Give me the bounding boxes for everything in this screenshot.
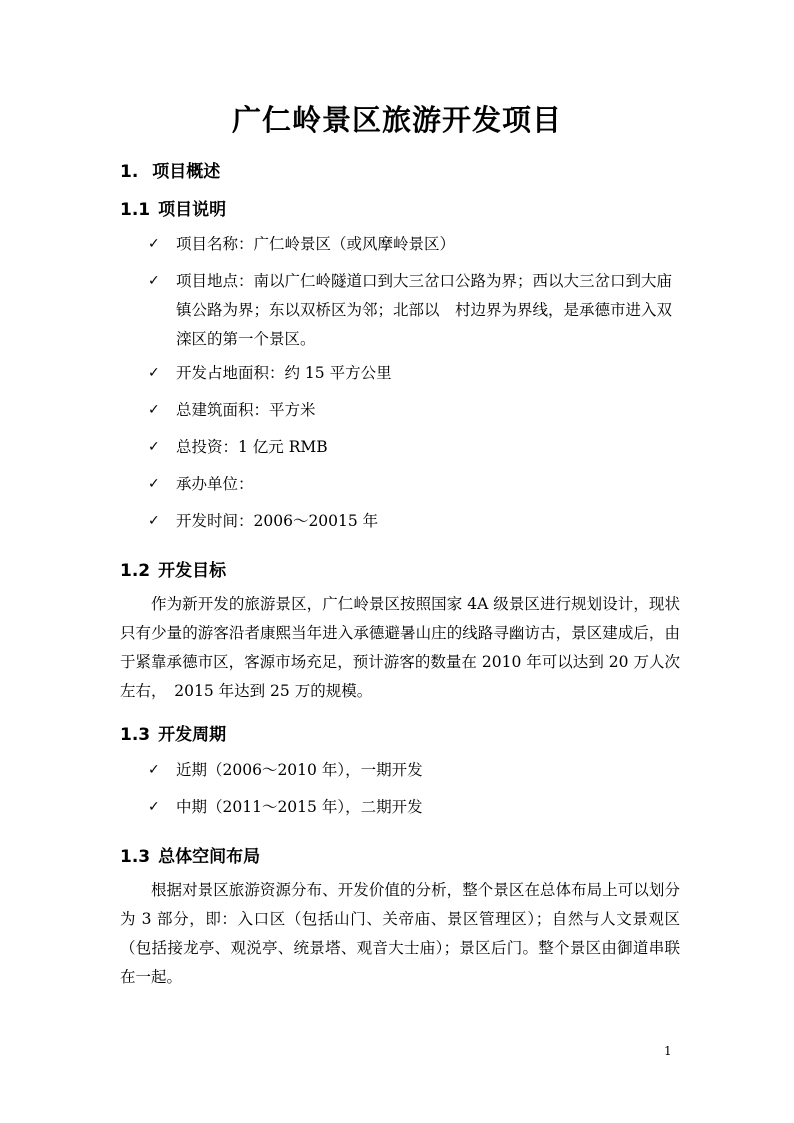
subsection-number: 1.3 bbox=[120, 847, 151, 867]
checkmark-icon: ✓ bbox=[148, 439, 160, 455]
subsection-title: 开发周期 bbox=[158, 725, 227, 745]
checkmark-icon: ✓ bbox=[148, 402, 160, 418]
subsection-heading-1-2 bbox=[120, 556, 226, 581]
section-heading-1 bbox=[120, 157, 220, 182]
checkmark-icon: ✓ bbox=[148, 799, 160, 815]
subsection-number: 1.1 bbox=[120, 200, 151, 220]
body-paragraph: 作为新开发的旅游景区，广仁岭景区按照国家 4A 级景区进行规划设计，现状只有少量的游客沿者康熙当年进入承德避暑山庄的线路寻幽访古，景区建成后，由于紧靠承德市区，客源市场充足，预计游客的数量在 2010 年可以达到 20 万人次左右， 2015 年达到 25 万的规模。 bbox=[120, 595, 680, 700]
checkmark-icon: ✓ bbox=[148, 513, 160, 529]
list-item-text: 近期（2006～2010 年），一期开发 bbox=[176, 761, 423, 779]
section-number: 1. bbox=[120, 162, 139, 182]
page-number: 1 bbox=[664, 1044, 672, 1058]
checkmark-icon: ✓ bbox=[148, 365, 160, 381]
subsection-title: 总体空间布局 bbox=[158, 847, 261, 867]
checkmark-icon: ✓ bbox=[148, 236, 160, 252]
list-item-text: 开发时间：2006～20015 年 bbox=[176, 512, 379, 530]
subsection-number: 1.2 bbox=[120, 561, 151, 581]
list-item-text: 项目地点：南以广仁岭隧道口到大三岔口公路为界；西以大三岔口到大庙镇公路为界；东以双桥区为邻；北部以 村边界为界线，是承德市进入双滦区的第一个景区。 bbox=[176, 272, 673, 348]
subsection-title: 开发目标 bbox=[158, 561, 227, 581]
subsection-heading-1-1 bbox=[120, 195, 226, 220]
list-item-text: 中期（2011～2015 年），二期开发 bbox=[176, 798, 423, 816]
list-item-text: 总投资：1 亿元 RMB bbox=[176, 438, 328, 456]
body-paragraph: 根据对景区旅游资源分布、开发价值的分析，整个景区在总体布局上可以划分为 3 部分，即：入口区（包括山门、关帝庙、景区管理区）；自然与人文景观区（包括接龙亭、观涚亭、统景塔、观音大士庙）；景区后门。整个景区由御道串联在一起。 bbox=[120, 881, 680, 986]
checkmark-icon: ✓ bbox=[148, 273, 160, 289]
list-item-text: 承办单位： bbox=[176, 475, 254, 493]
document-title: 广仁岭景区旅游开发项目 bbox=[231, 103, 562, 137]
list-item-text: 开发占地面积：约 15 平方公里 bbox=[176, 364, 392, 382]
subsection-number: 1.3 bbox=[120, 725, 151, 745]
subsection-title: 项目说明 bbox=[158, 200, 227, 220]
section-title: 项目概述 bbox=[152, 162, 221, 182]
list-item-text: 总建筑面积：平方米 bbox=[176, 401, 316, 419]
checkmark-icon: ✓ bbox=[148, 476, 160, 492]
subsection-heading-1-4 bbox=[120, 842, 260, 867]
list-item-text: 项目名称：广仁岭景区（或风摩岭景区） bbox=[176, 235, 456, 253]
checkmark-icon: ✓ bbox=[148, 762, 160, 778]
subsection-heading-1-3 bbox=[120, 720, 226, 745]
